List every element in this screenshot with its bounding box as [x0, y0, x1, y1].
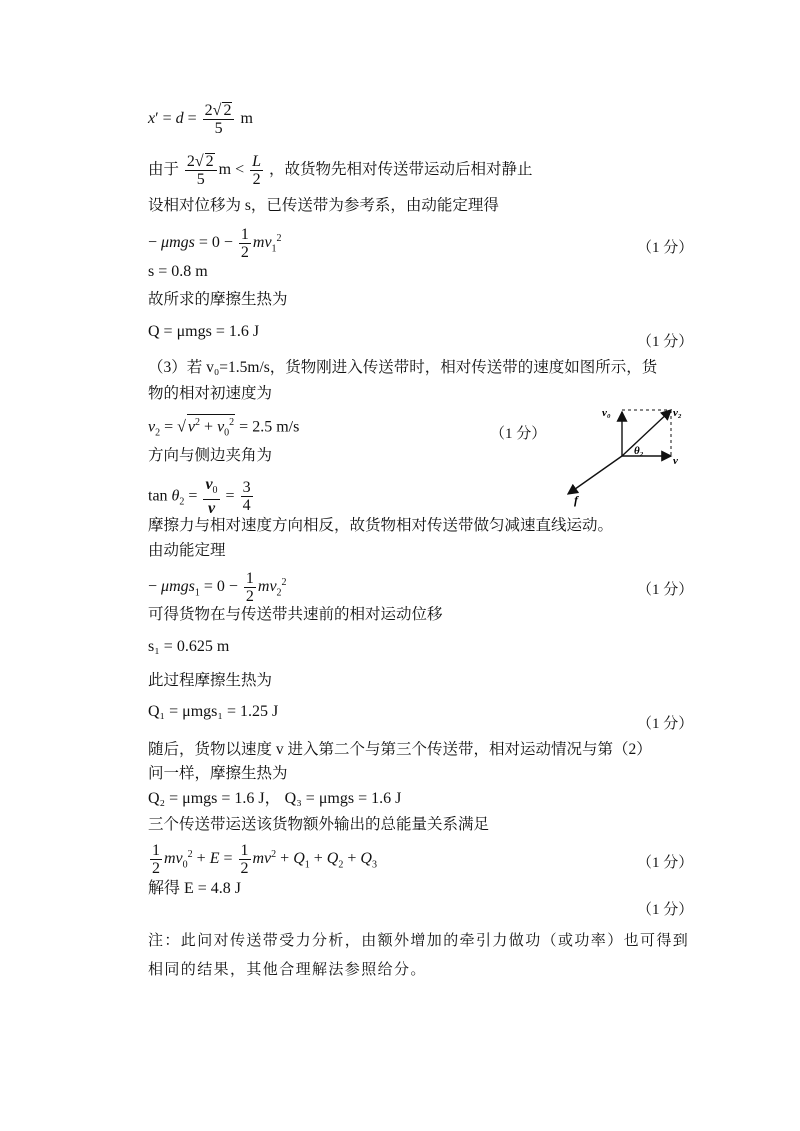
comparison-line: 由于 $\frac{2√ 2}{5}$ m < $\frac{L}{2}$ ，故货物先相对传送带运动后相对静止 — [148, 153, 533, 188]
label-v: v — [673, 455, 678, 467]
equation-tan: $\tan \theta_2$ = $\frac{v_0}{v}$ = $\frac{3}{4}$ — [148, 476, 251, 518]
score-label: （1 分） — [490, 426, 547, 442]
label-f: f — [574, 493, 578, 507]
equation-energy-2: − μmgs$_1$ = 0 − $\frac{1}{2}$ $mv_2^2$ — [148, 570, 287, 605]
label-v2: v₂ — [673, 407, 682, 419]
equation-v2: $v_2$ = √ $v^2 + v_0^2 = 2.5$ m/s — [148, 414, 299, 444]
equation-s: s = 0.8 m — [148, 263, 208, 280]
label-theta: θ₂ — [634, 445, 644, 457]
equation-Q2-Q3: Q₂ = μmgs = 1.6 J， Q₃ = μmgs = 1.6 J — [148, 790, 402, 807]
text-line: 由动能定理 — [148, 542, 226, 559]
score-label: （1 分） — [637, 902, 694, 918]
text-line: （3）若 v₀=1.5m/s，货物刚进入传送带时，相对传送带的速度如图所示，货 — [148, 359, 658, 376]
text-line: 故所求的摩擦生热为 — [148, 291, 288, 308]
text-line: 设相对位移为 s，已传送带为参考系，由动能定理得 — [148, 197, 499, 214]
note-line-2: 相同的结果，其他合理解法参照给分。 — [148, 960, 427, 978]
score-label: （1 分） — [637, 855, 694, 871]
text-line: 物的相对初速度为 — [148, 385, 273, 402]
velocity-diagram — [556, 400, 696, 508]
label-v0: v₀ — [602, 407, 611, 419]
equation-Q1: Q₁ = μmgs₁ = 1.25 J — [148, 703, 279, 720]
v2-arrow — [622, 410, 671, 456]
equation-energy-total: $\frac{1}{2}$ $mv_0^2 + E$ = $\frac{1}{2}$ $mv^2 + Q_1 + Q_2 + Q_3$ — [152, 842, 377, 877]
text-line: 摩擦力与相对速度方向相反，故货物相对传送带做匀减速直线运动。 — [148, 517, 614, 534]
text-line: 可得货物在与传送带共速前的相对运动位移 — [148, 606, 443, 623]
equation-E: 解得 E = 4.8 J — [148, 880, 242, 897]
equation-Q: Q = μmgs = 1.6 J — [148, 323, 260, 340]
text-line: 方向与侧边夹角为 — [148, 447, 273, 464]
score-label: （1 分） — [637, 334, 694, 350]
text-line: 三个传送带运送该货物额外输出的总能量关系满足 — [148, 816, 490, 833]
score-label: （1 分） — [637, 240, 694, 256]
text-line: 此过程摩擦生热为 — [148, 672, 273, 689]
score-label: （1 分） — [637, 716, 694, 732]
equation-x-prime: x′ = d = $\frac{2√ 2}{5}$ m — [148, 102, 253, 137]
note-line-1: 注：此问对传送带受力分析，由额外增加的牵引力做功（或功率）也可得到 — [148, 931, 690, 949]
text-line: 问一样，摩擦生热为 — [148, 765, 288, 782]
equation-s1: s₁ = 0.625 m — [148, 638, 230, 655]
equation-energy-1: − μmgs = 0 − $\frac{1}{2}$ $mv_1^2$ — [148, 226, 282, 261]
score-label: （1 分） — [637, 582, 694, 598]
text-line: 随后，货物以速度 v 进入第二个与第三个传送带，相对运动情况与第（2） — [148, 741, 652, 758]
f-arrow — [568, 456, 622, 494]
